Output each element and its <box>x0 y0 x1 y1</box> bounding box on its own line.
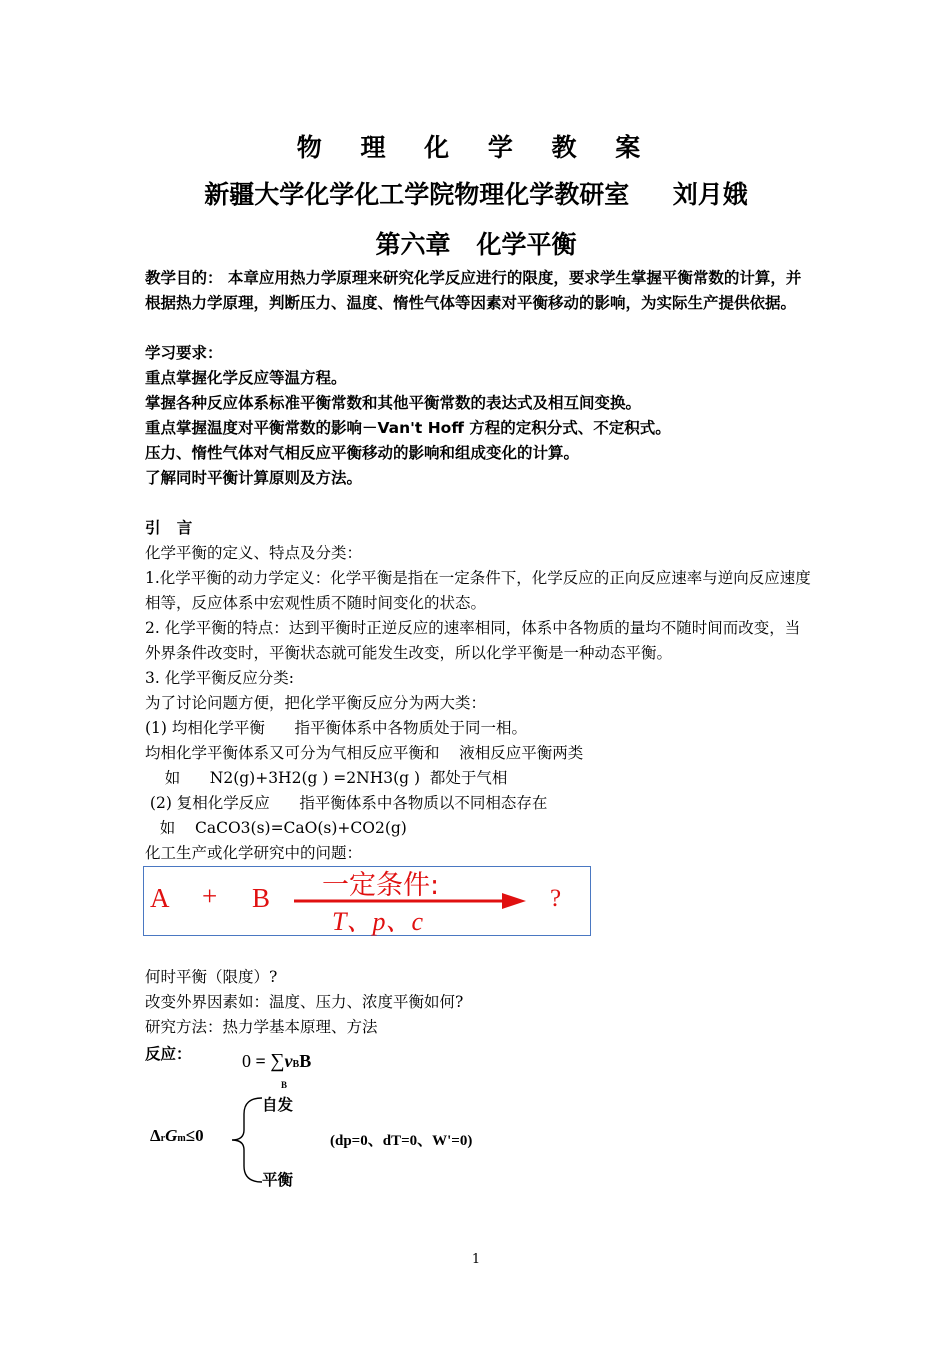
intro-line: 3. 化学平衡反应分类: <box>145 669 294 687</box>
plus-sign: + <box>202 881 218 911</box>
intro-line: (1) 均相化学平衡 指平衡体系中各物质处于同一相。 <box>145 719 527 737</box>
equilibrium-label: 平衡 <box>262 1171 294 1189</box>
condition-variables: T、p、c <box>332 907 424 936</box>
document-title: 物 理 化 学 教 案 <box>296 133 656 162</box>
spontaneous-label: 自发 <box>262 1096 294 1114</box>
requirement-item: 了解同时平衡计算原则及方法。 <box>145 469 363 487</box>
eq-sign: = <box>255 1051 266 1071</box>
page-number: 1 <box>471 1252 481 1267</box>
intro-paragraph: 2. 化学平衡的特点：达到平衡时正逆反应的速率相同，体系中各物质的量均不随时间而改变，当外界条件改变时，平衡状态就可能发生改变，所以化学平衡是一种动态平衡。 <box>145 619 801 662</box>
intro-heading: 引 言 <box>145 519 193 537</box>
reaction-scheme-box <box>143 866 591 936</box>
intro-line: 如 N2(g)+3H2(g ) =2NH3(g ) 都处于气相 <box>145 769 508 787</box>
document-subtitle: 新疆大学化学化工学院物理化学教研室 刘月娥 <box>204 180 748 209</box>
intro-line: (2) 复相化学反应 指平衡体系中各物质以不同相态存在 <box>145 794 548 812</box>
g-subscript: m <box>177 1133 186 1144</box>
question-line: 何时平衡（限度）? <box>145 968 278 986</box>
teaching-purpose: 教学目的： 本章应用热力学原理来研究化学反应进行的限度，要求学生掌握平衡常数的计算，并根据热力学原理，判断压力、温度、惰性气体等因素对平衡移动的影响，为实际生产提供依据。 <box>145 269 802 312</box>
nu-subscript: B <box>292 1059 300 1070</box>
question-line: 研究方法：热力学基本原理、方法 <box>145 1018 378 1036</box>
requirement-item: 重点掌握温度对平衡常数的影响－Van't Hoff 方程的定积分式、不定积式。 <box>145 419 671 437</box>
requirement-item: 压力、惰性气体对气相反应平衡移动的影响和组成变化的计算。 <box>145 444 580 462</box>
delta-subscript: r <box>160 1133 166 1144</box>
intro-line: 化学平衡的定义、特点及分类： <box>145 544 363 562</box>
reactant-b: B <box>252 883 271 913</box>
summation-symbol: ∑ <box>270 1050 285 1072</box>
delta-symbol: Δ <box>150 1126 161 1145</box>
intro-line: 化工生产或化学研究中的问题： <box>145 844 363 862</box>
process-conditions: (dp=0、dT=0、W'=0) <box>330 1133 473 1149</box>
general-reaction-equation <box>242 1050 311 1073</box>
gibbs-g: G <box>165 1126 178 1145</box>
unknown-product: ? <box>550 885 562 912</box>
requirement-item: 重点掌握化学反应等温方程。 <box>145 369 347 387</box>
question-line: 改变外界因素如：温度、压力、浓度平衡如何? <box>145 993 464 1011</box>
curly-brace <box>228 1094 264 1186</box>
requirement-item: 掌握各种反应体系标准平衡常数和其他平衡常数的表达式及相互间变换。 <box>145 394 642 412</box>
intro-line: 均相化学平衡体系又可分为气相反应平衡和 液相反应平衡两类 <box>145 744 584 762</box>
sum-index: B <box>281 1080 288 1090</box>
requirements-heading: 学习要求： <box>145 344 223 362</box>
condition-label: 一定条件: <box>322 870 440 901</box>
reactant-a: A <box>150 883 170 913</box>
eq-zero: 0 <box>242 1051 251 1071</box>
reaction-label: 反应： <box>145 1045 192 1063</box>
gibbs-criterion <box>150 1126 204 1146</box>
intro-line: 如 CaCO3(s)=CaO(s)+CO2(g) <box>145 819 407 837</box>
intro-line: 为了讨论问题方便，把化学平衡反应分为两大类： <box>145 694 487 712</box>
stoich-nu: ν <box>284 1051 293 1071</box>
intro-paragraph: 1.化学平衡的动力学定义：化学平衡是指在一定条件下，化学反应的正向反应速率与逆向反应速度相等，反应体系中宏观性质不随时间变化的状态。 <box>145 569 811 612</box>
leq-zero: ≤0 <box>185 1126 204 1145</box>
chapter-title: 第六章 化学平衡 <box>375 230 577 259</box>
species-b: B <box>299 1051 312 1071</box>
